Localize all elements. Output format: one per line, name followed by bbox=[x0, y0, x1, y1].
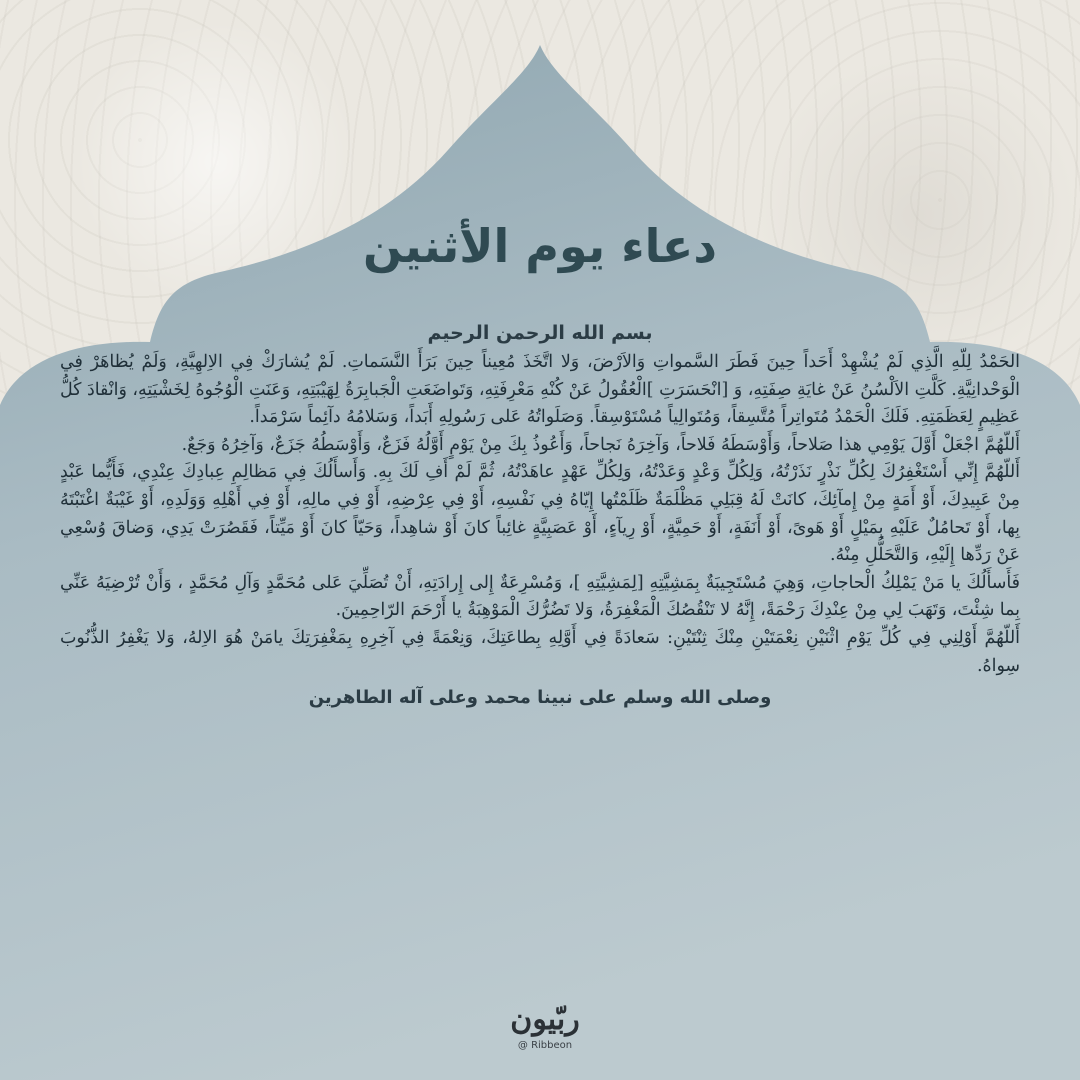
prayer-body bbox=[60, 349, 1020, 680]
prayer-paragraph-5: أَللّهُمَّ أَوْلِنِي فِي كُلِّ يَوْمِ اثْنَيْنِ نِعْمَتَيْنِ مِنْكَ ثِنْتَيْنِ: سَعادَةً فِي أَوَّلِهِ بِطاعَتِكَ، وَنِعْمَةً فِي آخِرِهِ بِمَغْفِرَتِكَ يامَنْ هُوَ الاِلهُ، وَلا يَغْفِرُ الذُّنُوبَ سِواهُ. bbox=[60, 627, 1020, 676]
page-title: دعاء يوم الأثنين bbox=[363, 219, 717, 273]
prayer-paragraph-1: الحَمْدُ لِلّهِ الَّذِي لَمْ يُشْهِدْ أَحَداً حِينَ فَطَرَ السَّمواتِ وَالاَرْضَ، وَلا اتَّخَذَ مُعِيناً حِينَ بَرَأَ النَّسَماتِ. لَمْ يُشارَكْ فِي الاِلهِيَّةِ، وَلَمْ يُظاهَرْ فِي الْوَحْدانِيَّةِ. كَلَّتِ الاَلْسُنُ عَنْ غايَةِ صِفَتِهِ، وَ [انْحَسَرَتِ ]الْعُقُولُ عَنْ كُنْهِ مَعْرِفَتِهِ، وَتَواضَعَتِ الْجَبابِرَةُ لِهَيْبَتِهِ، وَعَنَتِ الْوُجُوهُ لِخَشْيَتِهِ، وَانْقادَ كُلُّ عَظِيمٍ لِعَظَمَتِهِ. فَلَكَ الْحَمْدُ مُتَواتِراً مُتَّسِقاً، وَمُتَوالِياً مُسْتَوْسِقاً. وَصَلَواتُهُ عَلى رَسُولِهِ أَبَداً، وَسَلامُهُ دآئِماً سَرْمَداً. bbox=[60, 352, 1020, 428]
logo-handle: @ Ribbeon bbox=[517, 1040, 573, 1051]
ribbeon-logo bbox=[490, 1000, 600, 1066]
prayer-paragraph-4: فَأَسأَلُكَ يا مَنْ يَمْلِكُ الْحاجاتِ، وَهِيَ مُسْتَجِيبَةٌ بِمَشِيَّتِهِ [لِمَشِيَّتِهِ ]، وَمُسْرِعَةٌ إِلى إِرادَتِهِ، أَنْ تُصَلِّيَ عَلى مُحَمَّدٍ وَآلِ مُحَمَّدٍ ، وَأَنْ تُرْضِيَهُ عَنِّي بِما شِئْتَ، وَتَهَبَ لِي مِنْ عِنْدِكَ رَحْمَةً، إِنَّهُ لا تَنْقُصُكَ الْمَغْفِرَةُ، وَلا تَضُرُّكَ الْمَوْهِبَةُ يا أَرْحَمَ الرّاحِمِينَ. bbox=[60, 572, 1020, 621]
logo-wordmark: ربّيون bbox=[510, 1002, 580, 1037]
prayer-paragraph-3: أَللّهُمَّ إِنِّي أَسْتَغْفِرُكَ لِكُلِّ نَذْرٍ نَذَرْتُهُ، وَلِكُلِّ وَعْدٍ وَعَدْتُهُ، وَلِكُلِّ عَهْدٍ عاهَدْتُهُ، ثُمَّ لَمْ أَفِ لَكَ بِهِ. وَأَسأَلُكَ فِي مَظالِمِ عِبادِكَ عِنْدِي، فَأَيُّما عَبْدٍ مِنْ عَبِيدِكَ، أَوْ أَمَةٍ مِنْ إِمآئِكَ، كانَتْ لَهُ قِبَلِي مَظْلَمَةٌ ظَلَمْتُها إِيّاهُ فِي نَفْسِهِ، أَوْ فِي عِرْضِهِ، أَوْ فِي مالِهِ، أَوْ فِي أَهْلِهِ وَوَلَدِهِ، أَوْ غَيْبَةٌ اغْتَبْتَهُ بِها، أَوْ تَحامُلٌ عَلَيْهِ بِمَيْلٍ أَوْ هَوىً، أَوْ أَنَفَةٍ، أَوْ حَمِيَّةٍ، أَوْ رِيآءٍ، أَوْ عَصَبِيَّةٍ غائِباً كانَ أَوْ شاهِداً، وَحَيّاً كانَ أَوْ مَيِّتاً، فَقَصُرَتْ يَدِي، وَضاقَ وُسْعِي عَنْ رَدِّها إِلَيْهِ، وَالتَّحَلُّلِ مِنْهُ. bbox=[60, 462, 1020, 566]
basmala-heading: بسم الله الرحمن الرحيم bbox=[427, 322, 653, 344]
prayer-paragraph-2: أَللّهُمَّ اجْعَلْ أَوَّلَ يَوْمِي هذا صَلاحاً، وَأَوْسَطَهُ فَلاحاً، وَآخِرَهُ نَجاحاً، وَأَعُوذُ بِكَ مِنْ يَوْمٍ أَوَّلُهُ فَزَعٌ، وَأَوْسَطُهُ جَزَعٌ، وَآخِرُهُ وَجَعٌ. bbox=[181, 434, 1020, 455]
prayer-content bbox=[40, 215, 1040, 712]
closing-salutation: وصلى الله وسلم على نبينا محمد وعلى آله الطاهرين bbox=[308, 687, 772, 709]
